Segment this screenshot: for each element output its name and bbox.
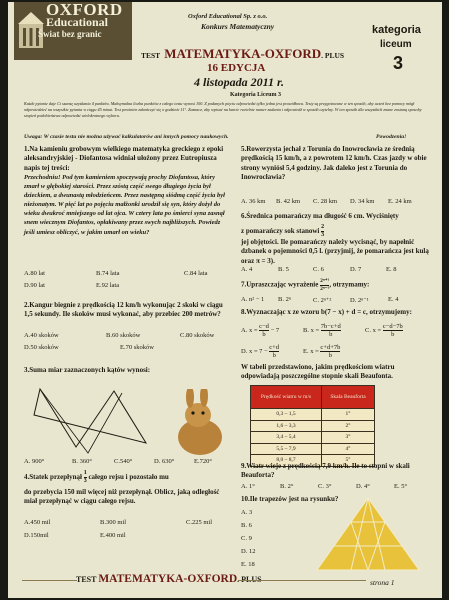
question-5: 5.Rowerzysta jechał z Torunia do Inowrocławia ze średnią prędkością 15 km/h, a z powrotem 12 km/h. Czas jazdy w obie strony wyniósł 5,4 godziny. Jak daleko jest z Torunia do Inowrocławia? bbox=[241, 145, 427, 182]
q2-option-b: B.60 skoków bbox=[106, 332, 141, 339]
table-cell: 5° bbox=[322, 455, 375, 467]
question-1-quote: Przechodniu! Pod tym kamieniem spoczywają prochy Diofantosa, który zmarł w głębokiej starości. Przez szóstą część swego długiego życia był dzieckiem, a dwunastą młodzieńcem. Przez następną siódmą część życia był nieżonatym. W pięć lat po pojęciu małżonki urodził się syn, który dożył do wieku dwukroć mniejszego od lat ojca. W cztery lata po śmierci syna zasnął snem wiecznym Diofantos, opłakiwany przez swych najbliższych. Powiedz jeśli umiesz obliczyć, w jakim umarł on wieku? bbox=[24, 174, 225, 236]
table-row bbox=[251, 409, 375, 421]
q6-fraction bbox=[321, 224, 324, 239]
instructions: Każde pytanie daje Ci szansę uzyskania 4 punktów. Maksymalna liczba punktów z całego testu wynosi 100. Z podanych pięciu odpowiedzi tylko jedna jest prawidłowa. Testy są przygotowane w ten sposób, aby uczeń bez pomocy mógł odpowiedzieć na wszystkie pytania w ciągu 45 minut. Test powinien zakończyć się o godzinie 11°. Zaznacz, aby wpisać na karcie rzetelnie numer zadania i odpowiedź w sposób czytelny. W ten sposób dla wszystkich znane zostaną sposoby stopień podobieństwa odpowiedzi wielokrotnego wyboru. bbox=[24, 101, 422, 118]
q8c-label: C. x = bbox=[365, 326, 383, 334]
q7-text-b: , otrzymamy: bbox=[329, 280, 370, 289]
q10-option-d: D. 12 bbox=[241, 548, 256, 555]
table-header-row bbox=[251, 386, 375, 409]
question-9-intro: W tabeli przedstawiono, jakim prędkościom wiatru odpowiadają poszczególne stopnie skali Beaufonta. bbox=[241, 363, 395, 381]
question-1: 1.Na kamieniu grobowym wielkiego matematyka greckiego z epoki aleksandryjskiej - Diofantosa widniał ułożony przez Eutropiusza napis tej treści: bbox=[24, 145, 224, 172]
footer-main: MATEMATYKA-OXFORD bbox=[98, 573, 238, 585]
q5-option-c: C. 28 km bbox=[313, 198, 338, 205]
table-cell: 0,3 – 1,5 bbox=[251, 409, 322, 421]
category-number: 3 bbox=[393, 53, 404, 73]
q6-option-c: C. 6 bbox=[313, 266, 324, 273]
test-sheet bbox=[8, 2, 442, 598]
table-header-speed: Prędkość wiatru w m/s bbox=[251, 386, 322, 409]
rabbit-icon bbox=[168, 389, 230, 459]
q4-option-c: C.225 mil bbox=[186, 519, 213, 526]
q8a-den: b bbox=[262, 331, 266, 338]
q5-option-d: D. 34 km bbox=[350, 198, 375, 205]
logo-line-1: OXFORD bbox=[46, 2, 123, 19]
table-cell: 3° bbox=[322, 432, 375, 444]
q4-fraction bbox=[84, 470, 87, 485]
question-10: 10.Ile trapezów jest na rysunku? bbox=[241, 495, 339, 503]
q7-expr-num: 2ⁿ⁺¹ bbox=[320, 278, 330, 284]
q8e-label: E. x = bbox=[303, 347, 321, 355]
q8a-fraction bbox=[259, 323, 269, 338]
category-name: liceum bbox=[380, 39, 412, 50]
table-row bbox=[251, 443, 375, 455]
publisher: Oxford Educational Sp. z o.o. bbox=[188, 13, 268, 20]
q8a-num: c−d bbox=[259, 323, 269, 330]
edition: 16 EDYCJA bbox=[207, 62, 266, 74]
q7-option-b: B. 2ⁿ bbox=[278, 296, 291, 303]
q8-option-e bbox=[303, 344, 340, 359]
page-number: strona 1 bbox=[370, 578, 395, 587]
q5-option-b: B. 42 km bbox=[276, 198, 301, 205]
q2-option-e: E.70 skoków bbox=[120, 344, 154, 351]
q7-expr-den: 2ⁿ⁻¹ bbox=[320, 285, 330, 292]
q5-option-a: A. 36 km bbox=[241, 198, 266, 205]
table-row bbox=[251, 420, 375, 432]
beaufort-table bbox=[250, 385, 375, 467]
q4-text-b: całego rejsu i pozostało mu bbox=[88, 473, 169, 482]
question-3: 3.Suma miar zaznaczonych kątów wynosi: bbox=[24, 366, 151, 374]
question-6-line2 bbox=[241, 224, 431, 239]
q4-option-b: B.300 mil bbox=[100, 519, 127, 526]
q1-option-b: B.74 lata bbox=[96, 270, 120, 277]
q8b-den: b bbox=[329, 331, 333, 338]
q8c-fraction bbox=[383, 323, 403, 338]
good-luck: Powodzenia! bbox=[376, 134, 407, 140]
q9-option-a: A. 1° bbox=[241, 483, 255, 490]
q1-option-c: C.84 lata bbox=[184, 270, 208, 277]
q7-option-e: E. 4 bbox=[388, 296, 399, 303]
star-angles-figure bbox=[28, 383, 158, 457]
table-header-scale: Skala Beauforta bbox=[322, 386, 375, 409]
question-6: 6.Średnica pomarańczy ma długość 6 cm. Wyciśnięty bbox=[241, 212, 399, 220]
q4-option-d: D.150mil bbox=[24, 532, 49, 539]
footer-title bbox=[76, 573, 262, 585]
footer-prefix: TEST bbox=[76, 575, 97, 584]
building-icon bbox=[16, 6, 46, 50]
footer-rule-left bbox=[22, 580, 77, 581]
q8-option-c bbox=[365, 323, 403, 338]
question-8: 8.Wyznaczając x ze wzoru b(7 − x) + d = c, otrzymujemy: bbox=[241, 308, 412, 316]
q3-option-d: D. 630° bbox=[154, 458, 175, 465]
table-cell: 1° bbox=[322, 409, 375, 421]
q6-option-e: E. 8 bbox=[386, 266, 397, 273]
warning-note: Uwaga: W czasie testu nie można używać kalkulatorów ani innych pomocy naukowych. bbox=[24, 134, 229, 140]
q8d-den: b bbox=[272, 352, 276, 359]
q3-option-c: C.540° bbox=[114, 458, 133, 465]
q9-option-d: D. 4° bbox=[356, 483, 370, 490]
q8e-fraction bbox=[320, 344, 340, 359]
logo-line-3: Świat bez granic bbox=[38, 29, 102, 39]
q10-option-c: C. 9 bbox=[241, 535, 252, 542]
footer-rule-right bbox=[238, 580, 366, 581]
logo-line-2: Educational bbox=[46, 15, 109, 29]
q2-option-a: A.40 skoków bbox=[24, 332, 59, 339]
q4-option-e: E.400 mil bbox=[100, 532, 126, 539]
q1-option-a: A.80 lat bbox=[24, 270, 45, 277]
q4-option-a: A.450 mil bbox=[24, 519, 51, 526]
q6-frac-den: 3 bbox=[321, 232, 325, 238]
q8d-fraction bbox=[269, 344, 279, 359]
question-7 bbox=[241, 278, 431, 292]
q6-option-b: B. 5 bbox=[278, 266, 289, 273]
q7-text: 7.Upraszczając wyrażenie bbox=[241, 280, 319, 289]
title-main: MATEMATYKA-OXFORD bbox=[164, 46, 322, 61]
q8c-num: c−d−7b bbox=[382, 323, 403, 330]
test-date: 4 listopada 2011 r. bbox=[194, 75, 285, 89]
q8a-tail: − 7 bbox=[268, 326, 280, 334]
q4-text-a: 4.Statek przepłynął bbox=[24, 473, 82, 482]
q10-option-a: A. 3 bbox=[241, 509, 253, 516]
q5-option-e: E. 24 km bbox=[388, 198, 412, 205]
table-row bbox=[251, 432, 375, 444]
q2-option-d: D.50 skoków bbox=[24, 344, 59, 351]
q9-option-c: C. 3° bbox=[318, 483, 332, 490]
oxford-logo bbox=[14, 2, 132, 60]
trapezoid-triangle-figure bbox=[313, 496, 423, 574]
category-line: Kategoria Liceum 3 bbox=[230, 92, 281, 98]
q8d-num: c+d bbox=[269, 344, 280, 351]
question-2: 2.Kangur biegnie z prędkością 12 km/h wykonując 2 skoki w ciągu 1,5 sekundy. Ile skoków musi wykonać, aby przebiec 200 metrów? bbox=[24, 301, 223, 319]
question-4-cont: do przebycia 150 mil więcej niż przepłynął. Oblicz, jaką odległość miał przepłynąć w ciągu całego rejsu. bbox=[24, 488, 220, 506]
q1-option-d: D.90 lat bbox=[24, 282, 45, 289]
q8e-den: b bbox=[328, 352, 332, 359]
q8d-label: D. x = 7 − bbox=[241, 347, 270, 355]
table-cell: 5,5 – 7,9 bbox=[251, 443, 322, 455]
q6-option-d: D. 7 bbox=[350, 266, 362, 273]
footer-suffix: . PLUS bbox=[237, 575, 262, 584]
question-4 bbox=[24, 470, 234, 485]
q6-option-a: A. 4 bbox=[241, 266, 253, 273]
q7-expression bbox=[320, 278, 329, 292]
q6-frac-num: 2 bbox=[321, 224, 325, 230]
table-cell: 1,6 – 3,3 bbox=[251, 420, 322, 432]
q8a-label: A. x = bbox=[241, 326, 260, 334]
title-prefix: TEST bbox=[141, 51, 161, 60]
q3-option-e: E.720° bbox=[194, 458, 212, 465]
question-6-cont: jej objętości. Ile pomarańczy należy wycisnąć, by napełnić dzbanek o pojemności 0,5 l. (przyjmij, że pomarańcza jest kulą oraz π = 3). bbox=[241, 238, 429, 265]
q8-option-d bbox=[241, 344, 279, 359]
test-title bbox=[141, 45, 344, 63]
q8c-den: b bbox=[391, 331, 395, 338]
category-word: kategoria bbox=[372, 24, 421, 36]
q9-option-b: B. 2° bbox=[280, 483, 294, 490]
q2-option-c: C.80 skoków bbox=[180, 332, 215, 339]
q8e-num: c+d+7b bbox=[320, 344, 341, 351]
q4-frac-den: 3 bbox=[83, 478, 87, 484]
table-cell: 3,4 – 5,4 bbox=[251, 432, 322, 444]
q10-option-b: B. 6 bbox=[241, 522, 252, 529]
q10-option-e: E. 18 bbox=[241, 561, 255, 568]
q8b-fraction bbox=[321, 323, 341, 338]
table-cell: 4° bbox=[322, 443, 375, 455]
q3-option-b: B. 360° bbox=[72, 458, 92, 465]
q4-frac-num: 1 bbox=[83, 470, 87, 476]
q8b-label: B. x = bbox=[303, 326, 321, 334]
question-9: 9.Wiatr wieje z prędkością 7,9 km/h. Ile to stopni w skali Beauforta? bbox=[241, 462, 410, 480]
q8-option-a bbox=[241, 323, 279, 338]
table-cell: 2° bbox=[322, 420, 375, 432]
contest-name: Konkurs Matematyczny bbox=[201, 22, 275, 31]
q7-option-a: A. n² − 1 bbox=[241, 296, 265, 303]
q8b-num: 7b−c+d bbox=[320, 323, 341, 330]
q3-option-a: A. 900° bbox=[24, 458, 45, 465]
q7-option-c: C. 2ⁿ⁺² bbox=[313, 297, 332, 304]
q9-option-e: E. 5° bbox=[394, 483, 408, 490]
q1-option-e: E.92 lata bbox=[96, 282, 120, 289]
q7-option-d: D. 2ⁿ⁻¹ bbox=[350, 297, 369, 304]
q8-option-b bbox=[303, 323, 341, 338]
q6-text-b: z pomarańczy sok stanowi bbox=[241, 227, 320, 236]
title-suffix: . PLUS bbox=[321, 51, 345, 60]
table-cell: 8,0 – 8,7 bbox=[251, 455, 322, 467]
